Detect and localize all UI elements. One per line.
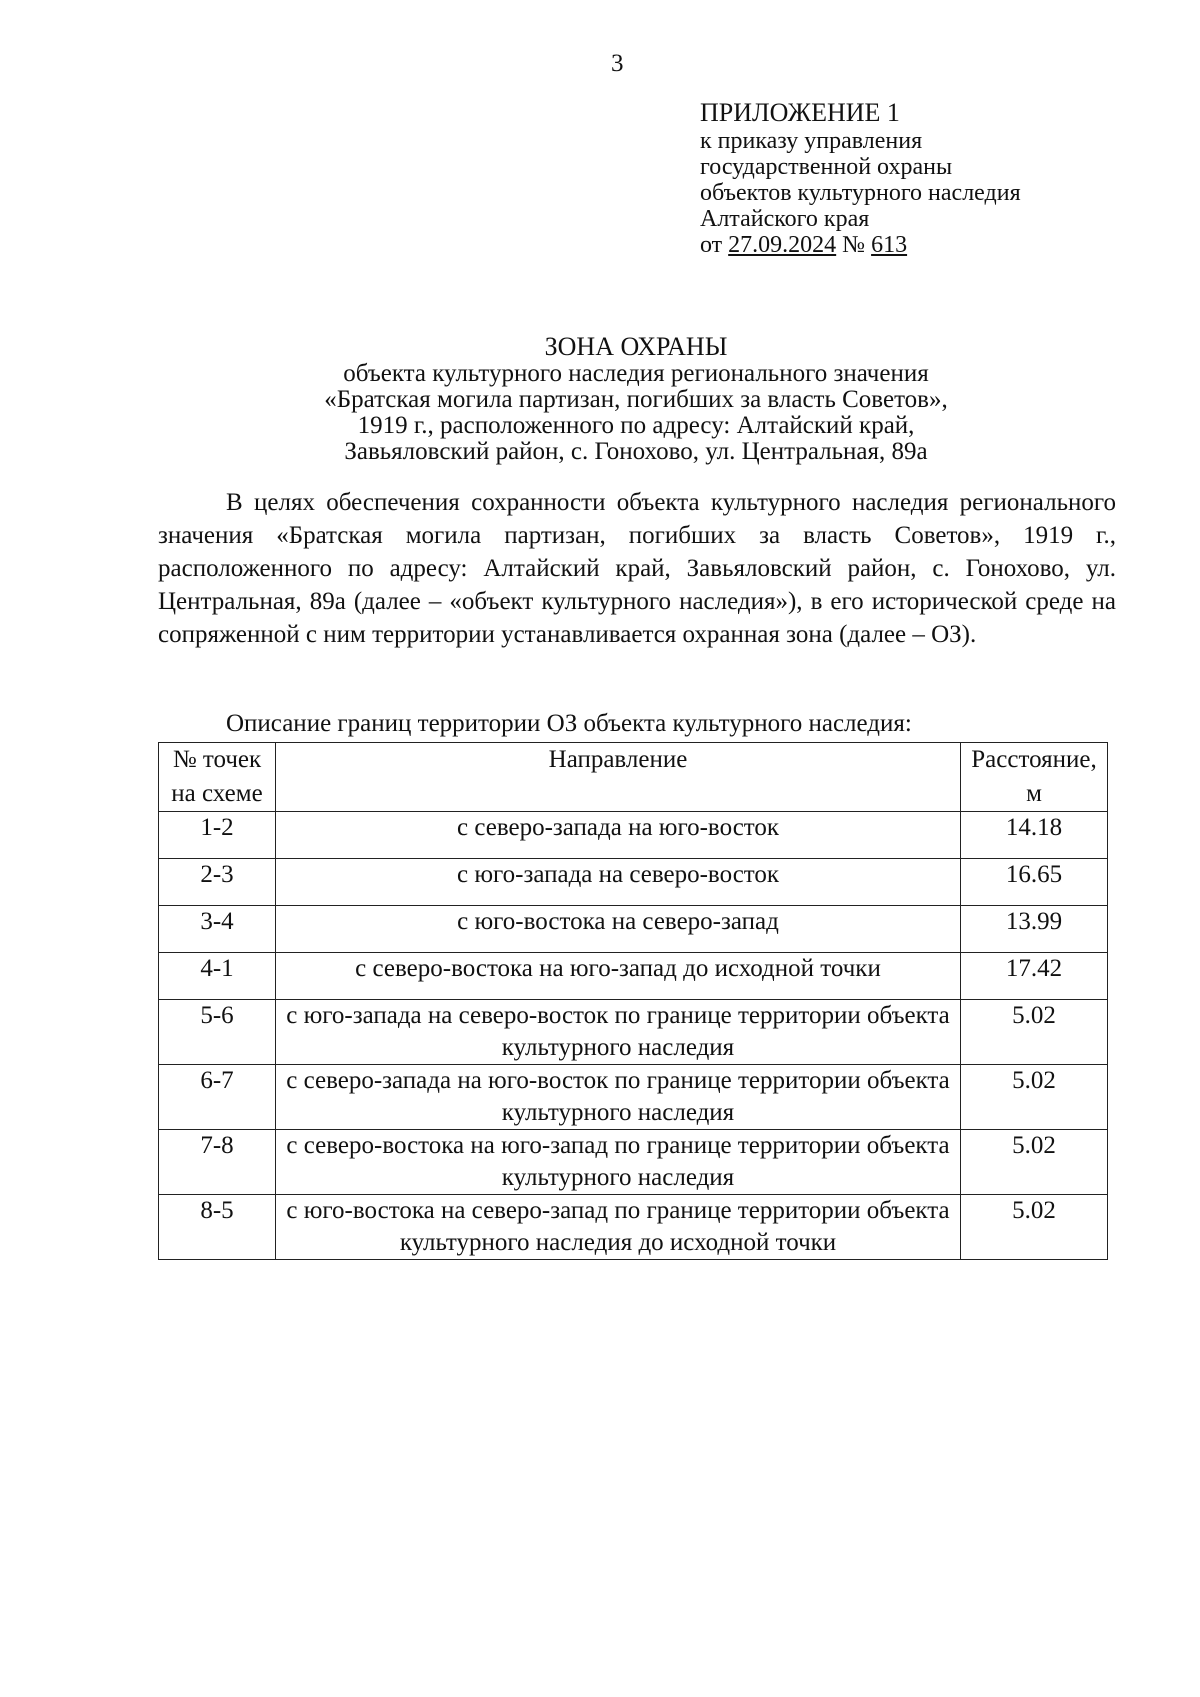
body-paragraph: В целях обеспечения сохранности объекта культурного наследия регионального значения «Братская могила партизан, погибших за власть Советов», 1919 г., расположенного по адресу: Алтайский край, Завьяловский район, с. Гонохово, ул. Центральная, 89а (далее – «объект культурного наследия»), в его исторической среде на сопряженной с ним территории устанавливается охранная зона (далее – ОЗ).: [158, 489, 1116, 648]
date-prefix: от: [700, 232, 729, 258]
cell-direction: с северо-запада на юго-восток по границе территории объекта культурного наследия: [276, 1065, 961, 1130]
cell-direction: с юго-востока на северо-запад: [276, 906, 961, 953]
cell-points: 6-7: [159, 1065, 276, 1130]
cell-distance: 5.02: [961, 1130, 1108, 1195]
appendix-line: к приказу управления: [700, 128, 923, 154]
table-row: [159, 906, 1108, 953]
zone-subtitle-line: объекта культурного наследия регионального значения: [343, 360, 929, 387]
cell-distance: 5.02: [961, 1000, 1108, 1065]
cell-direction: с юго-востока на северо-запад по границе территории объекта культурного наследия до исходной точки: [276, 1195, 961, 1260]
zone-title: ЗОНА ОХРАНЫ: [544, 332, 728, 361]
cell-points: 4-1: [159, 953, 276, 1000]
boundary-table: [158, 742, 1108, 1260]
header-points: № точек на схеме: [159, 743, 276, 812]
cell-direction: с северо-востока на юго-запад по границе территории объекта культурного наследия: [276, 1130, 961, 1195]
page-number: 3: [611, 50, 624, 77]
cell-points: 7-8: [159, 1130, 276, 1195]
appendix-header: [700, 98, 1120, 258]
table-row: [159, 1000, 1108, 1065]
cell-distance: 13.99: [961, 906, 1108, 953]
cell-distance: 5.02: [961, 1195, 1108, 1260]
zone-subtitle-line: «Братская могила партизан, погибших за власть Советов»,: [324, 386, 948, 413]
cell-points: 8-5: [159, 1195, 276, 1260]
cell-points: 2-3: [159, 859, 276, 906]
order-number: 613: [871, 232, 908, 258]
header-direction: Направление: [276, 743, 961, 812]
cell-distance: 17.42: [961, 953, 1108, 1000]
cell-distance: 14.18: [961, 812, 1108, 859]
appendix-title: ПРИЛОЖЕНИЕ 1: [700, 98, 900, 127]
cell-points: 5-6: [159, 1000, 276, 1065]
appendix-line: Алтайского края: [700, 206, 870, 232]
number-prefix: №: [836, 232, 872, 258]
cell-direction: с юго-запада на северо-восток по границе территории объекта культурного наследия: [276, 1000, 961, 1065]
table-caption: Описание границ территории ОЗ объекта культурного наследия:: [226, 710, 912, 737]
cell-points: 3-4: [159, 906, 276, 953]
cell-direction: с северо-запада на юго-восток: [276, 812, 961, 859]
zone-subtitle: [130, 357, 1142, 465]
zone-subtitle-line: Завьяловский район, с. Гонохово, ул. Центральная, 89а: [344, 438, 928, 465]
cell-direction: с северо-востока на юго-запад до исходной точки: [276, 953, 961, 1000]
appendix-date-line: [700, 232, 1120, 258]
order-date: 27.09.2024: [728, 232, 837, 258]
table-row: [159, 1130, 1108, 1195]
table-header-row: [159, 743, 1108, 812]
table-row: [159, 1195, 1108, 1260]
table-row: [159, 953, 1108, 1000]
table-row: [159, 812, 1108, 859]
table-row: [159, 1065, 1108, 1130]
zone-subtitle-line: 1919 г., расположенного по адресу: Алтайский край,: [357, 412, 915, 439]
cell-direction: с юго-запада на северо-восток: [276, 859, 961, 906]
appendix-line: государственной охраны: [700, 154, 953, 180]
cell-points: 1-2: [159, 812, 276, 859]
cell-distance: 5.02: [961, 1065, 1108, 1130]
header-distance: Расстояние, м: [961, 743, 1108, 812]
table-row: [159, 859, 1108, 906]
appendix-line: объектов культурного наследия: [700, 180, 1021, 206]
cell-distance: 16.65: [961, 859, 1108, 906]
